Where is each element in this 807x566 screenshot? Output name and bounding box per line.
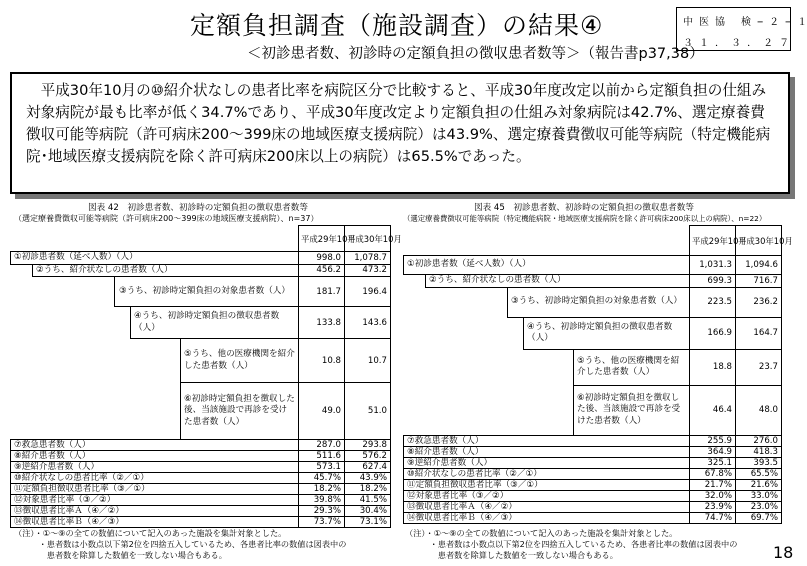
right-table-subcaption: （選定療養費徴収可能等病院（特定機能病院・地域医療支援病院を除く許可病床200床以上の病院）、n=22） xyxy=(403,214,767,223)
value-h29: 45.7% xyxy=(299,473,345,484)
value-h29: 18.8 xyxy=(690,349,736,385)
row-label: ⑤うち、他の医療機関を紹介した患者数（人） xyxy=(181,339,299,383)
col-header-h30: 平成30年10月 xyxy=(345,226,391,252)
value-h29: 223.5 xyxy=(690,287,736,317)
row-label: ⑦救急患者数（人） xyxy=(11,440,299,451)
value-h30: 23.0% xyxy=(736,501,782,512)
row-label: ④うち、初診時定額負担の徴収患者数（人） xyxy=(524,317,690,349)
value-h29: 511.6 xyxy=(299,451,345,462)
value-h30: 164.7 xyxy=(736,317,782,349)
value-h30: 10.7 xyxy=(345,339,391,383)
row-label: ⑨逆紹介患者数（人） xyxy=(11,462,299,473)
value-h29: 18.2% xyxy=(299,484,345,495)
value-h29: 998.0 xyxy=(299,252,345,265)
value-h30: 1,078.7 xyxy=(345,252,391,265)
row-label: ⑩紹介状なしの患者比率（②／①） xyxy=(11,473,299,484)
value-h29: 573.1 xyxy=(299,462,345,473)
row-label: ⑥初診時定額負担を徴収した後、当該施設で再診を受けた患者数（人） xyxy=(181,383,299,440)
value-h29: 32.0% xyxy=(690,490,736,501)
value-h29: 49.0 xyxy=(299,383,345,440)
value-h30: 196.4 xyxy=(345,277,391,307)
value-h29: 46.4 xyxy=(690,385,736,435)
value-h29: 73.7% xyxy=(299,517,345,528)
value-h30: 43.9% xyxy=(345,473,391,484)
value-h30: 73.1% xyxy=(345,517,391,528)
value-h30: 236.2 xyxy=(736,287,782,317)
row-label: ③うち、初診時定額負担の対象患者数（人） xyxy=(115,277,299,307)
value-h30: 473.2 xyxy=(345,264,391,277)
value-h29: 181.7 xyxy=(299,277,345,307)
value-h30: 293.8 xyxy=(345,440,391,451)
value-h29: 255.9 xyxy=(690,435,736,446)
page-title: 定額負担調査（施設調査）の結果④ xyxy=(190,11,604,40)
value-h29: 74.7% xyxy=(690,512,736,523)
value-h30: 143.6 xyxy=(345,307,391,339)
value-h29: 287.0 xyxy=(299,440,345,451)
value-h30: 33.0% xyxy=(736,490,782,501)
value-h30: 69.7% xyxy=(736,512,782,523)
value-h29: 364.9 xyxy=(690,446,736,457)
value-h29: 699.3 xyxy=(690,275,736,288)
row-label: ⑤うち、他の医療機関を紹介した患者数（人） xyxy=(574,349,690,385)
row-label: ②うち、紹介状なしの患者数（人） xyxy=(33,264,299,277)
value-h29: 21.7% xyxy=(690,479,736,490)
note-line: ・患者数は小数点以下第2位を四捨五入しているため、各患者比率の数値は図表中の xyxy=(405,539,738,549)
left-table-caption: 図表 42 初診患者数、初診時の定額負担の徴収患者数等 xyxy=(88,203,308,213)
summary-box: 平成30年10月の⑩紹介状なしの患者比率を病院区分で比較すると、平成30年度改定以前から定額負担の仕組み対象病院が最も比率が低く34.7%であり、平成30年度改定より定額負担の仕組み対象病院は42.7%、選定療養費徴収可能等病院（許可病床200～399床の地域医療支援病院）は43.9%、選定療養費徴収可能等病院（特定機能病院･地域医療支援病院を除く許可病床200床以上の病院）は65.5%であった。 xyxy=(10,72,790,194)
value-h29: 39.8% xyxy=(299,495,345,506)
value-h29: 456.2 xyxy=(299,264,345,277)
value-h29: 1,031.3 xyxy=(690,256,736,275)
row-label: ⑩紹介状なしの患者比率（②／①） xyxy=(404,468,690,479)
value-h30: 1,094.6 xyxy=(736,256,782,275)
row-label: ⑫対象患者比率（③／②） xyxy=(11,495,299,506)
note-line: ・患者数は小数点以下第2位を四捨五入しているため、各患者比率の数値は図表中の xyxy=(14,539,347,549)
row-label: ②うち、紹介状なしの患者数（人） xyxy=(426,275,690,288)
value-h30: 65.5% xyxy=(736,468,782,479)
row-label: ①初診患者数（延べ人数）（人） xyxy=(11,252,299,265)
row-label: ⑭徴収患者比率Ｂ（④／③） xyxy=(404,512,690,523)
row-label: ⑥初診時定額負担を徴収した後、当該施設で再診を受けた患者数（人） xyxy=(574,385,690,435)
row-label: ⑨逆紹介患者数（人） xyxy=(404,457,690,468)
row-label: ⑧紹介患者数（人） xyxy=(404,446,690,457)
value-h29: 23.9% xyxy=(690,501,736,512)
value-h30: 627.4 xyxy=(345,462,391,473)
document-code-box xyxy=(676,7,807,51)
right-data-table xyxy=(403,225,793,524)
row-label: ⑪定額負担徴収患者比率（③／①） xyxy=(11,484,299,495)
value-h30: 23.7 xyxy=(736,349,782,385)
row-label: ⑬徴収患者比率Ａ（④／②） xyxy=(404,501,690,512)
col-header-h29: 平成29年10月 xyxy=(690,226,736,256)
row-label: ④うち、初診時定額負担の徴収患者数（人） xyxy=(131,307,299,339)
value-h29: 166.9 xyxy=(690,317,736,349)
left-notes xyxy=(14,528,346,561)
value-h30: 21.6% xyxy=(736,479,782,490)
note-line: （注）・①～⑨の全ての数値について記入のあった施設を集計対象とした。 xyxy=(14,528,287,538)
row-label: ⑬徴収患者比率Ａ（④／②） xyxy=(11,506,299,517)
value-h29: 325.1 xyxy=(690,457,736,468)
value-h30: 51.0 xyxy=(345,383,391,440)
row-label: ⑧紹介患者数（人） xyxy=(11,451,299,462)
col-header-h29: 平成29年10月 xyxy=(299,226,345,252)
value-h30: 716.7 xyxy=(736,275,782,288)
value-h30: 18.2% xyxy=(345,484,391,495)
value-h30: 276.0 xyxy=(736,435,782,446)
value-h29: 10.8 xyxy=(299,339,345,383)
row-label: ⑭徴収患者比率Ｂ（④／③） xyxy=(11,517,299,528)
value-h29: 67.8% xyxy=(690,468,736,479)
value-h29: 133.8 xyxy=(299,307,345,339)
value-h30: 393.5 xyxy=(736,457,782,468)
note-line: 患者数を除算した数値を一致しない場合もある。 xyxy=(14,550,227,560)
value-h30: 30.4% xyxy=(345,506,391,517)
right-notes xyxy=(405,528,737,561)
value-h30: 41.5% xyxy=(345,495,391,506)
col-header-h30: 平成30年10月 xyxy=(736,226,782,256)
note-line: （注）・①～⑨の全ての数値について記入のあった施設を集計対象とした。 xyxy=(405,528,678,538)
value-h30: 418.3 xyxy=(736,446,782,457)
value-h30: 48.0 xyxy=(736,385,782,435)
page-subtitle: ＜初診患者数、初診時の定額負担の徴収患者数等＞（報告書p37,38） xyxy=(247,46,704,62)
value-h29: 29.3% xyxy=(299,506,345,517)
document-code-line2: ３ １ ． ３ ． ２ ７ xyxy=(683,38,790,49)
row-label: ①初診患者数（延べ人数）（人） xyxy=(404,256,690,275)
row-label: ⑦救急患者数（人） xyxy=(404,435,690,446)
row-label: ⑫対象患者比率（③／②） xyxy=(404,490,690,501)
value-h30: 576.2 xyxy=(345,451,391,462)
page-number: 18 xyxy=(773,543,794,562)
left-data-table xyxy=(10,225,402,528)
note-line: 患者数を除算した数値を一致しない場合もある。 xyxy=(405,550,618,560)
left-table-subcaption: （選定療養費徴収可能等病院（許可病床200～399床の地域医療支援病院）、n=37） xyxy=(14,214,319,223)
document-code-line1: 中 医 協 検 − ２ − １ xyxy=(683,17,807,28)
row-label: ⑪定額負担徴収患者比率（③／①） xyxy=(404,479,690,490)
right-table-caption: 図表 45 初診患者数、初診時の定額負担の徴収患者数等 xyxy=(474,203,694,213)
row-label: ③うち、初診時定額負担の対象患者数（人） xyxy=(508,287,690,317)
